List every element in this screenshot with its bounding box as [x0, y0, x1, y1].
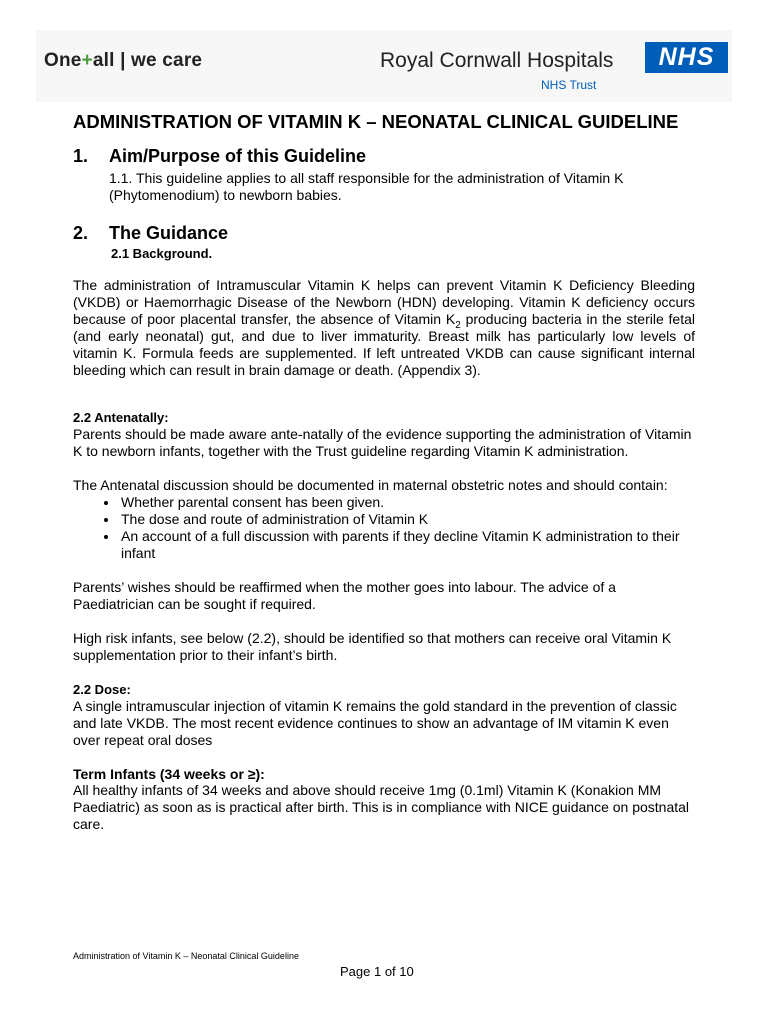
section-2-heading — [73, 222, 695, 244]
slogan-rest: all | we care — [92, 50, 203, 71]
section-1-1-paragraph: 1.1. This guideline applies to all staff responsible for the administration of Vitamin K (Phytomenodium) to newborn babies. — [109, 170, 624, 203]
footer-page-number: Page 1 of 10 — [340, 964, 414, 979]
section-2-title: The Guidance — [109, 223, 229, 243]
antenatally-heading: 2.2 Antenatally: — [73, 410, 169, 425]
dose-paragraph: A single intramuscular injection of vitamin K remains the gold standard in the prevention of classic and late VKDB. The most recent evidence continues to show an advantage of IM vitamin K even over repeat oral doses — [73, 698, 677, 748]
background-text-b: producing bacteria in the sterile fetal (and early neonatal) gut, and due to liver immaturity. Breast milk has particularly low levels of vitamin K. Formula feeds are supplemented. If left untreated VKDB can cause significant internal bleeding which can result in brain damage or death. (Appendix 3). — [73, 311, 695, 378]
slogan-one: One — [44, 50, 82, 71]
parents-wishes-paragraph: Parents’ wishes should be reaffirmed when the mother goes into labour. The advice of a Paediatrician can be sought if required. — [73, 579, 616, 612]
document-title: ADMINISTRATION OF VITAMIN K – NEONATAL CLINICAL GUIDELINE — [73, 111, 679, 132]
list-item: • The dose and route of administration of Vitamin K — [119, 511, 695, 528]
section-1-title: Aim/Purpose of this Guideline — [109, 146, 367, 166]
antenatal-discussion-list — [73, 494, 695, 562]
term-infants-paragraph: All healthy infants of 34 weeks and above should receive 1mg (0.1ml) Vitamin K (Konakion MM Paediatric) as soon as is practical after birth. This is in compliance with NICE guidance on postnatal care. — [73, 782, 690, 832]
section-2-number: 2. — [73, 223, 89, 243]
background-text-a: The administration of Intramuscular Vitamin K helps can prevent Vitamin K Deficiency Bleeding (VKDB) or Haemorrhagic Disease of the Newborn (HDN) developing. Vitamin K deficiency occurs because of poor placental transfer, the absence of Vitamin K — [73, 277, 695, 327]
term-infants-heading: Term Infants (34 weeks or ≥): — [73, 766, 265, 782]
trust-subtitle: NHS Trust — [541, 78, 597, 92]
footer-document-name: Administration of Vitamin K – Neonatal Clinical Guideline — [73, 951, 299, 961]
section-1-number: 1. — [73, 146, 89, 166]
slogan-plus: + — [81, 50, 93, 71]
list-item: • An account of a full discussion with parents if they decline Vitamin K administration to their infant — [119, 528, 695, 562]
antenatally-paragraph-2: The Antenatal discussion should be documented in maternal obstetric notes and should contain: — [73, 477, 668, 493]
document-body — [73, 111, 695, 833]
trust-slogan — [44, 50, 202, 72]
high-risk-paragraph: High risk infants, see below (2.2), should be identified so that mothers can receive oral Vitamin K supplementation prior to their infant’s birth. — [73, 630, 672, 663]
dose-heading: 2.2 Dose: — [73, 682, 131, 697]
trust-name: Royal Cornwall Hospitals — [380, 49, 614, 72]
background-paragraph — [73, 277, 695, 379]
nhs-logo: NHS — [645, 42, 728, 73]
list-item: • Whether parental consent has been given. — [119, 494, 695, 511]
vitamin-k2-subscript: 2 — [455, 319, 461, 331]
section-1-heading — [73, 145, 695, 167]
background-heading: 2.1 Background. — [111, 246, 213, 261]
antenatally-paragraph-1: Parents should be made aware ante-natally of the evidence supporting the administration of Vitamin K to newborn infants, together with the Trust guideline regarding Vitamin K administration. — [73, 426, 692, 459]
